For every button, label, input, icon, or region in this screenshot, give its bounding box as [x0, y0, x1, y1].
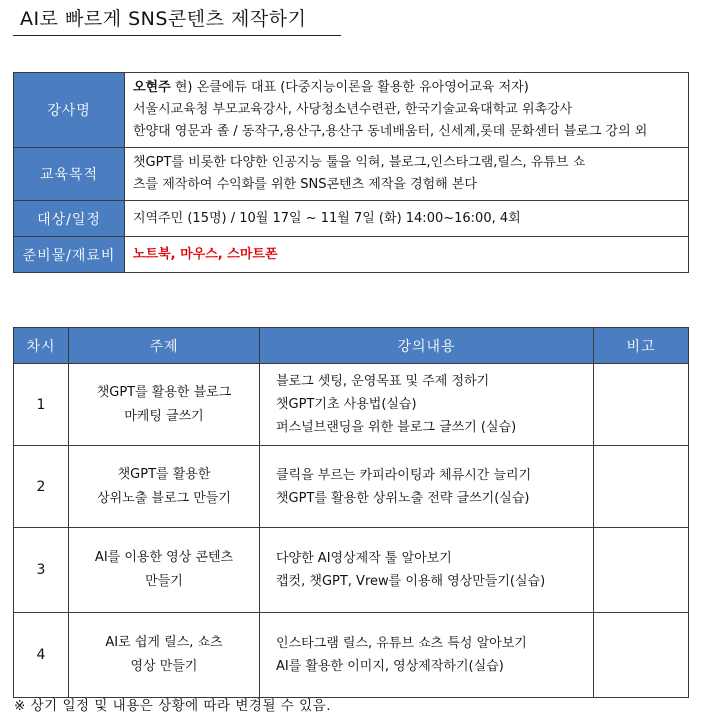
- instructor-line3: 한양대 영문과 졸 / 동작구,용산구,용산구 동네배움터, 신세계,롯데 문화센터 블로그 강의 외: [133, 124, 648, 139]
- header-session: 차시: [14, 328, 69, 364]
- header-content: 강의내용: [260, 328, 594, 364]
- target-label: 대상/일정: [14, 201, 125, 237]
- session-topic: [69, 613, 260, 698]
- materials-value: 노트북, 마우스, 스마트폰: [133, 246, 278, 262]
- session-number: 2: [14, 446, 69, 528]
- session-remark: [594, 528, 689, 613]
- session-number: 3: [14, 528, 69, 613]
- content-line: 인스타그램 릴스, 유튜브 쇼츠 특성 알아보기: [276, 636, 527, 651]
- purpose-line1: 챗GPT를 비롯한 다양한 인공지능 툴을 익혀, 블로그,인스타그램,릴스, 유튜브 쇼: [133, 155, 586, 170]
- instructor-line2: 서울시교육청 부모교육강사, 사당청소년수련관, 한국기술교육대학교 위촉강사: [133, 102, 573, 117]
- session-content: [260, 446, 594, 528]
- content-line: AI를 활용한 이미지, 영상제작하기(실습): [276, 659, 504, 674]
- session-content: [260, 528, 594, 613]
- instructor-name: 오현주: [133, 80, 171, 95]
- purpose-value: [125, 148, 689, 201]
- content-line: 클릭을 부르는 카피라이팅과 체류시간 늘리기: [276, 467, 532, 483]
- schedule-table: [13, 327, 689, 698]
- instructor-value: [125, 73, 689, 148]
- instructor-row: [14, 73, 689, 148]
- content-line: 캡컷, 챗GPT, Vrew를 이용해 영상만들기(실습): [276, 574, 546, 589]
- session-remark: [594, 613, 689, 698]
- header-remark: 비고: [594, 328, 689, 364]
- instructor-line1: 현) 온클에듀 대표 (다중지능이론을 활용한 유아영어교육 저자): [170, 80, 529, 95]
- table-row: [14, 528, 689, 613]
- materials-row: [14, 237, 689, 273]
- footnote: ※ 상기 일정 및 내용은 상황에 따라 변경될 수 있음.: [14, 698, 332, 714]
- content-line: 챗GPT를 활용한 상위노출 전략 글쓰기(실습): [276, 490, 530, 506]
- session-topic: [69, 528, 260, 613]
- schedule-header: [14, 328, 689, 364]
- instructor-label: 강사명: [14, 73, 125, 148]
- content-line: 챗GPT기초 사용법(실습): [276, 397, 417, 412]
- table-row: [14, 613, 689, 698]
- materials-label: 준비물/재료비: [14, 237, 125, 273]
- title-underline: [13, 35, 341, 36]
- topic-line: 챗GPT를 활용한 블로그: [96, 384, 232, 400]
- topic-line: 챗GPT를 활용한: [117, 466, 211, 482]
- session-topic: [69, 364, 260, 446]
- topic-line: 상위노출 블로그 만들기: [97, 490, 231, 506]
- session-remark: [594, 446, 689, 528]
- session-topic: [69, 446, 260, 528]
- session-remark: [594, 364, 689, 446]
- topic-line: AI를 이용한 영상 콘텐츠: [94, 550, 234, 565]
- course-info-table: [13, 72, 689, 273]
- purpose-row: [14, 148, 689, 201]
- topic-line: 만들기: [145, 574, 183, 589]
- content-line: 블로그 셋팅, 운영목표 및 주제 정하기: [276, 374, 490, 389]
- target-row: [14, 201, 689, 237]
- target-value: 지역주민 (15명) / 10월 17일 ~ 11월 7일 (화) 14:00~16:00, 4회: [125, 201, 689, 237]
- content-line: 퍼스널브랜딩을 위한 블로그 글쓰기 (실습): [276, 420, 517, 435]
- session-content: [260, 364, 594, 446]
- topic-line: 마케팅 글쓰기: [124, 408, 204, 424]
- page-title: AI로 빠르게 SNS콘텐츠 제작하기: [20, 8, 307, 30]
- materials-cell: [125, 237, 689, 273]
- topic-line: 영상 만들기: [130, 659, 198, 674]
- purpose-label: 교육목적: [14, 148, 125, 201]
- session-content: [260, 613, 594, 698]
- topic-line: AI로 쉽게 릴스, 쇼츠: [105, 635, 223, 650]
- content-line: 다양한 AI영상제작 툴 알아보기: [276, 551, 452, 566]
- table-row: [14, 364, 689, 446]
- session-number: 4: [14, 613, 69, 698]
- header-topic: 주제: [69, 328, 260, 364]
- session-number: 1: [14, 364, 69, 446]
- purpose-line2: 츠를 제작하여 수익화를 위한 SNS콘텐츠 제작을 경험해 본다: [133, 177, 477, 192]
- table-row: [14, 446, 689, 528]
